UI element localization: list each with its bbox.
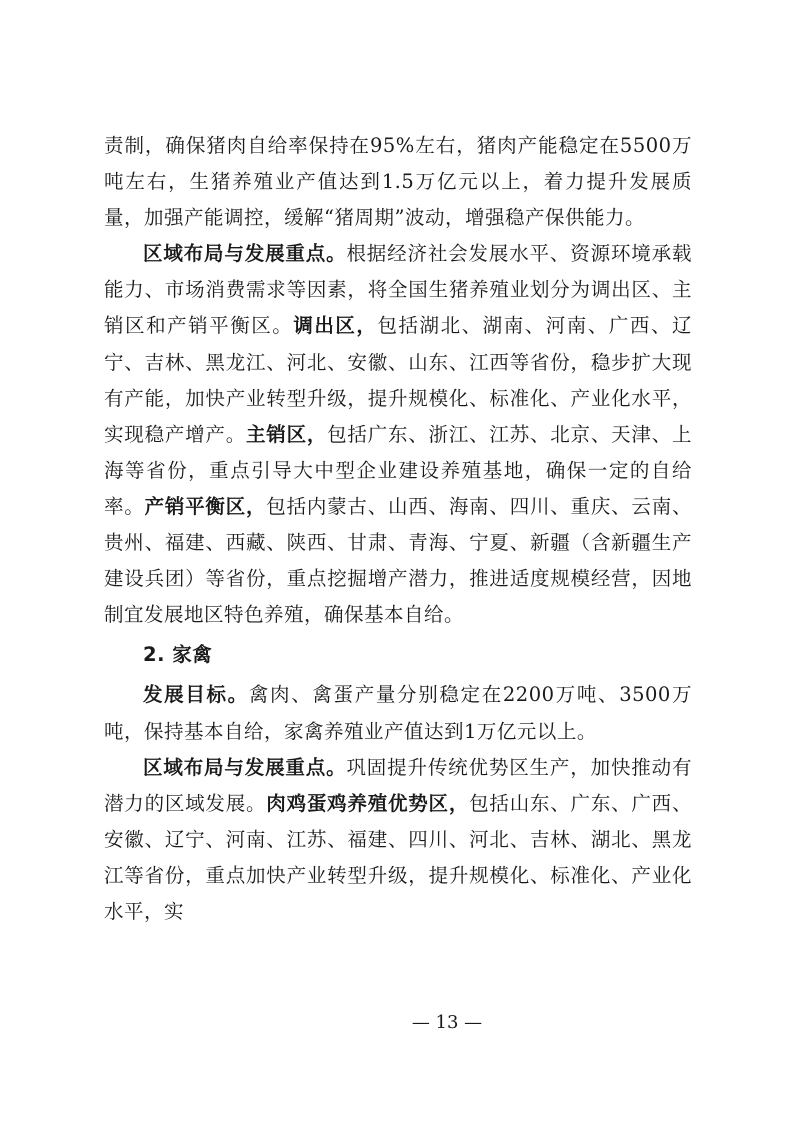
text-run: 根据经济社会发展水平、资源环境承载能力、市场消费需求等因素，将全国生猪养殖业划分为调出区、主销区和产销平衡区。 [104, 242, 692, 338]
section-heading: 2. 家禽 [143, 643, 213, 667]
bold-heading-run: 发展目标。 [143, 683, 249, 707]
bold-heading-run: 区域布局与发展重点。 [143, 242, 347, 266]
paragraph [104, 677, 692, 749]
text-run: 包括内蒙古、山西、海南、四川、重庆、云南、贵州、福建、西藏、陕西、甘肃、青海、宁夏、新疆（含新疆生产建设兵团）等省份，重点挖掘增产潜力，推进适度规模经营，因地制宜发展地区特色养殖，确保基本自给。 [104, 494, 692, 627]
bold-heading-run: 主销区， [246, 422, 328, 446]
text-run: 责制，确保猪肉自给率保持在95%左右，猪肉产能稳定在5500万吨左右，生猪养殖业产值达到1.5万亿元以上，着力提升发展质量，加强产能调控，缓解“猪周期”波动，增强稳产保供能力。 [104, 134, 692, 230]
page-number: — 13 — [411, 1012, 483, 1033]
text-run: 包括湖北、湖南、河南、广西、辽宁、吉林、黑龙江、河北、安徽、山东、江西等省份，稳步扩大现有产能，加快产业转型升级，提升规模化、标准化、产业化水平，实现稳产增产。 [104, 314, 692, 446]
bold-heading-run: 产销平衡区， [144, 494, 267, 518]
text-run: 包括山东、广东、广西、安徽、辽宁、河南、江苏、福建、四川、河北、吉林、湖北、黑龙江等省份，重点加快产业转型升级，提升规模化、标准化、产业化水平，实 [104, 791, 692, 923]
text-run: 禽肉、禽蛋产量分别稳定在2200万吨、3500万吨，保持基本自给，家禽养殖业产值达到1万亿元以上。 [104, 683, 692, 743]
body-text [104, 128, 692, 930]
paragraph [104, 236, 692, 633]
text-run: 包括广东、浙江、江苏、北京、天津、上海等省份，重点引导大中型企业建设养殖基地，确保一定的自给率。 [104, 422, 692, 518]
text-run: 巩固提升传统优势区生产，加快推动有潜力的区域发展。 [104, 755, 692, 815]
bold-heading-run: 区域布局与发展重点。 [143, 755, 347, 779]
paragraph [104, 750, 692, 930]
bold-heading-run: 调出区， [293, 314, 378, 338]
bold-heading-run: 肉鸡蛋鸡养殖优势区， [266, 791, 470, 815]
paragraph [104, 128, 692, 236]
